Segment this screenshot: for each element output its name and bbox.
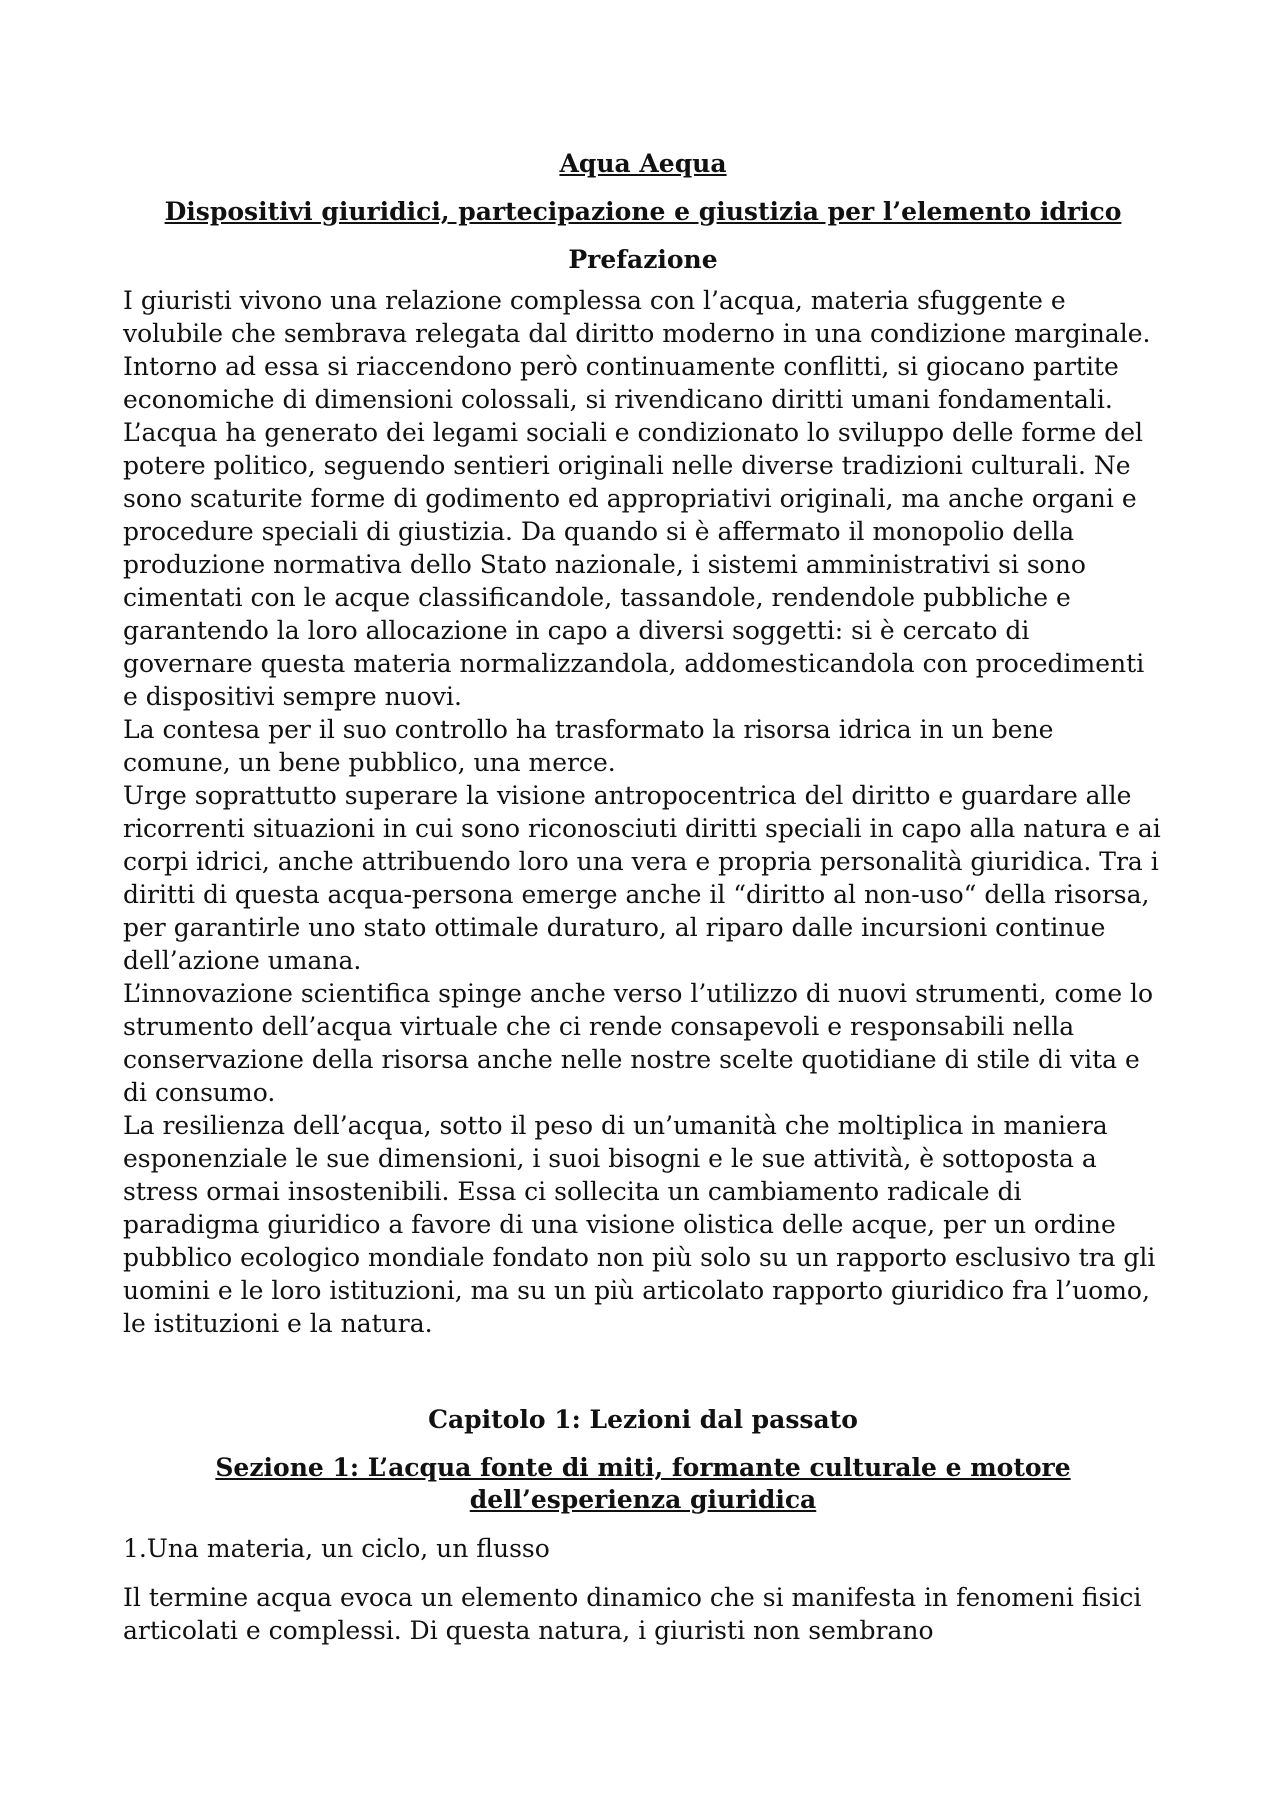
document-page bbox=[123, 148, 1163, 1647]
body-paragraph: Il termine acqua evoca un elemento dinamico che si manifesta in fenomeni fisici articolati e complessi. Di questa natura, i giuristi non sembrano bbox=[123, 1583, 1142, 1645]
document-title: Aqua Aequa bbox=[559, 149, 727, 178]
section-heading-line-1: Sezione 1: L’acqua fonte di miti, formante culturale e motore bbox=[215, 1453, 1071, 1482]
subsection-heading: 1.Una materia, un ciclo, un flusso bbox=[123, 1534, 550, 1563]
preface-paragraph-5: La resilienza dell’acqua, sotto il peso di un’umanità che moltiplica in maniera esponenziale le sue dimensioni, i suoi bisogni e le sue attività, è sottoposta a stress ormai insostenibili. Essa ci sollecita un cambiamento radicale di paradigma giuridico a favore di una visione olistica delle acque, per un ordine pubblico ecologico mondiale fondato non più solo su un rapporto esclusivo tra gli uomini e le loro istituzioni, ma su un più articolato rapporto giuridico fra l’uomo, le istituzioni e la natura. bbox=[123, 1111, 1156, 1338]
preface-paragraph-1: I giuristi vivono una relazione complessa con l’acqua, materia sfuggente e volubile che sembrava relegata dal diritto moderno in una condizione marginale. Intorno ad essa si riaccendono però continuamente conflitti, si giocano partite economiche di dimensioni colossali, si rivendicano diritti umani fondamentali. L’acqua ha generato dei legami sociali e condizionato lo sviluppo delle forme del potere politico, seguendo sentieri originali nelle diverse tradizioni culturali. Ne sono scaturite forme di godimento ed appropriativi originali, ma anche organi e procedure speciali di giustizia. Da quando si è affermato il monopolio della produzione normativa dello Stato nazionale, i sistemi amministrativi si sono cimentati con le acque classificandole, tassandole, rendendole pubbliche e garantendo la loro allocazione in capo a diversi soggetti: si è cercato di governare questa materia normalizzandola, addomesticandola con procedimenti e dispositivi sempre nuovi. bbox=[123, 286, 1151, 711]
preface-paragraph-3: Urge soprattutto superare la visione antropocentrica del diritto e guardare alle ricorrenti situazioni in cui sono riconosciuti diritti speciali in capo alla natura e ai corpi idrici, anche attribuendo loro una vera e propria personalità giuridica. Tra i diritti di questa acqua-persona emerge anche il “diritto al non-uso“ della risorsa, per garantirle uno stato ottimale duraturo, al riparo dalle incursioni continue dell’azione umana. bbox=[123, 781, 1161, 975]
preface-paragraph-4: L’innovazione scientifica spinge anche verso l’utilizzo di nuovi strumenti, come lo strumento dell’acqua virtuale che ci rende consapevoli e responsabili nella conservazione della risorsa anche nelle nostre scelte quotidiane di stile di vita e di consumo. bbox=[123, 979, 1154, 1107]
document-subtitle: Dispositivi giuridici, partecipazione e giustizia per l’elemento idrico bbox=[164, 197, 1122, 226]
preface-heading: Prefazione bbox=[568, 245, 718, 274]
section-heading-line-2: dell’esperienza giuridica bbox=[469, 1485, 817, 1514]
section-heading bbox=[123, 1452, 1163, 1516]
chapter-heading: Capitolo 1: Lezioni dal passato bbox=[428, 1405, 858, 1434]
preface-paragraph-2: La contesa per il suo controllo ha trasformato la risorsa idrica in un bene comune, un bene pubblico, una merce. bbox=[123, 715, 1054, 777]
